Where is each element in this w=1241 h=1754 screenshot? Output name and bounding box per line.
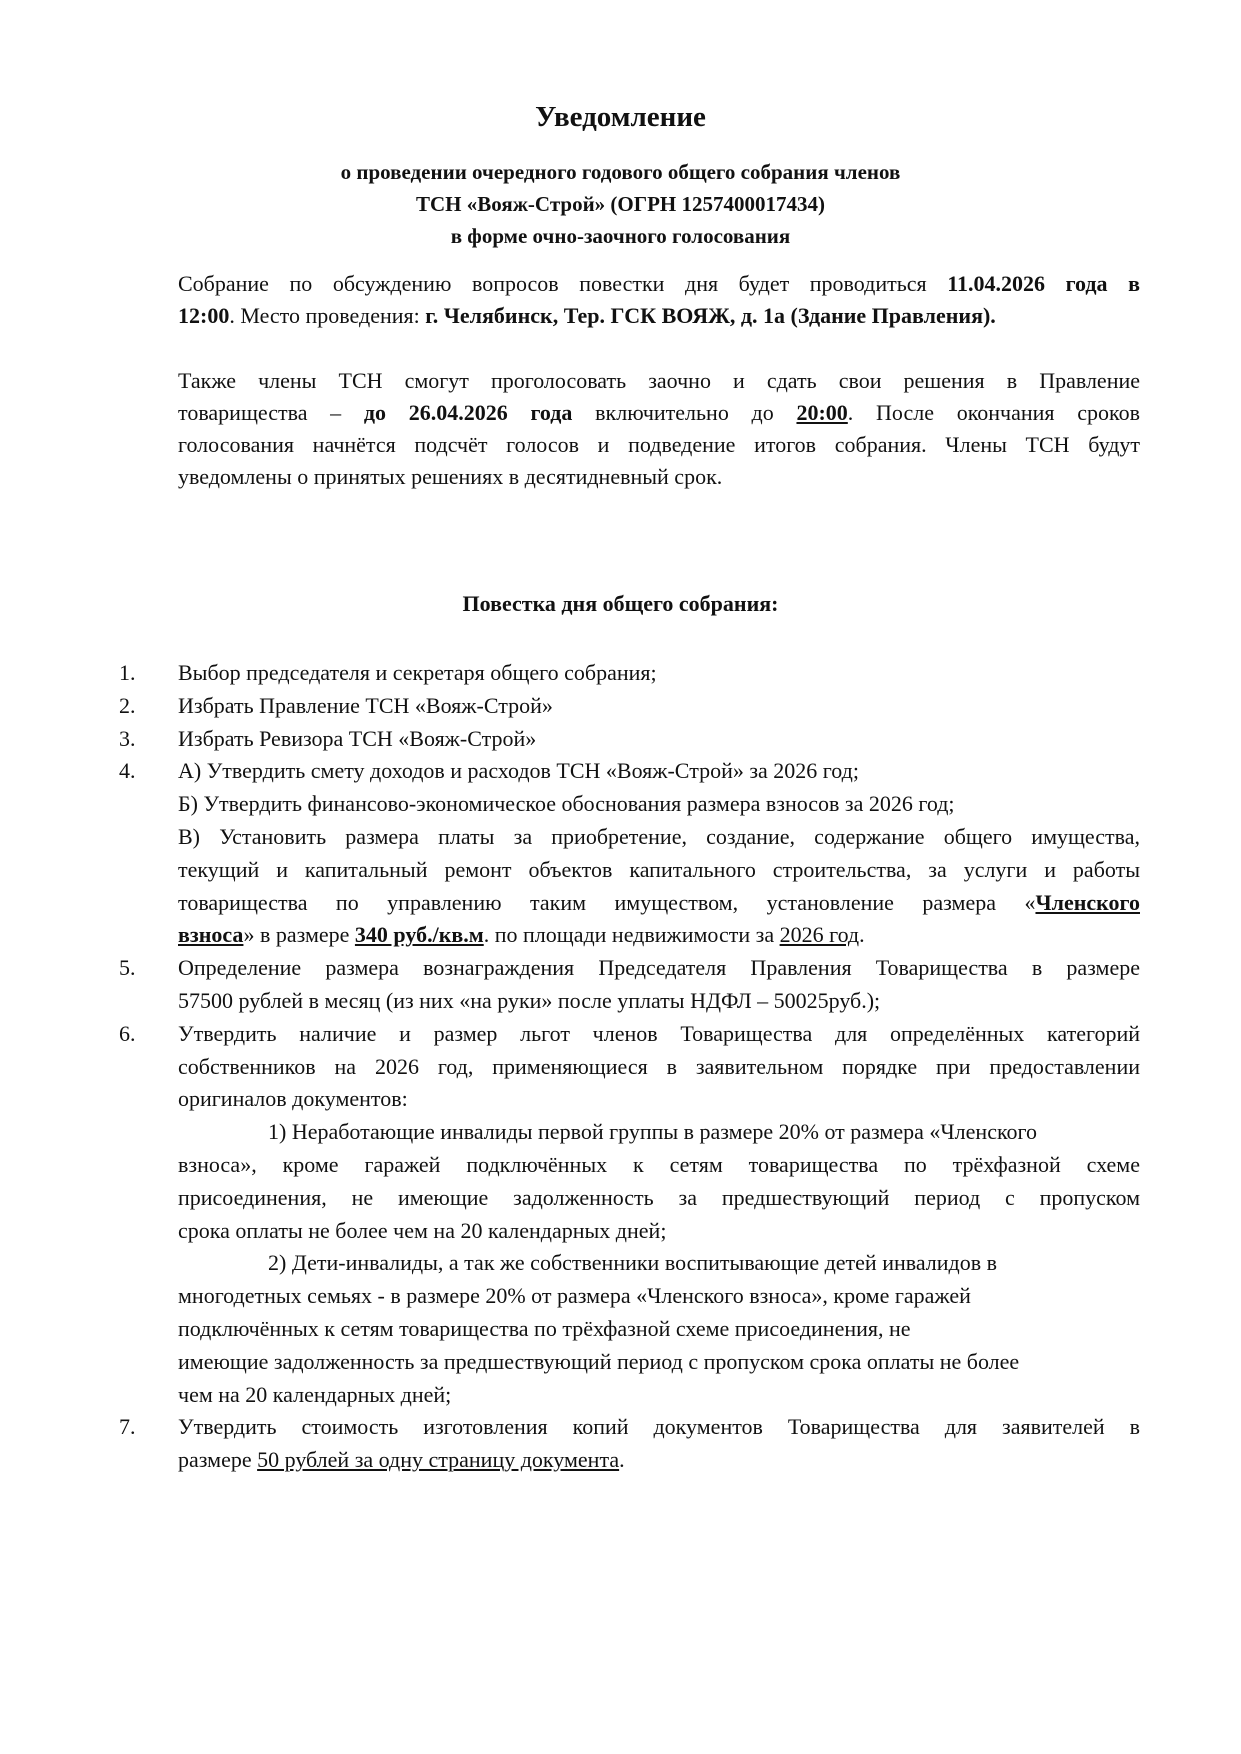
voting-deadline-time: 20:00 xyxy=(796,400,848,425)
agenda-item-5 xyxy=(0,952,1241,985)
agenda-item-number: 7. xyxy=(119,1414,136,1440)
subtitle-line-3: в форме очно-заочного голосования xyxy=(450,224,791,248)
agenda-item-7-line xyxy=(0,1444,1241,1477)
voting-paragraph-line-2 xyxy=(178,397,1140,429)
agenda-list xyxy=(0,657,1241,1477)
voting-text-a: товарищества – xyxy=(178,400,364,425)
agenda-item-text: 57500 рублей в месяц (из них «на руки» после уплаты НДФЛ – 50025руб.); xyxy=(178,987,881,1013)
subtitle-line-2: ТСН «Вояж-Строй» (ОГРН 1257400017434) xyxy=(415,192,826,216)
copy-cost-text-b: . xyxy=(619,1447,625,1473)
agenda-item-text: текущий и капитальный ремонт объектов капитального строительства, за услуги и работы xyxy=(178,856,1140,882)
agenda-item-6 xyxy=(0,1018,1241,1051)
agenda-item-2 xyxy=(0,690,1241,723)
agenda-item-text: собственников на 2026 год, применяющиеся в заявительном порядке при предоставлении xyxy=(178,1053,1140,1079)
document-subtitle xyxy=(0,156,1241,252)
agenda-item-text: Утвердить наличие и размер льгот членов Товарищества для определённых категорий xyxy=(178,1020,1140,1046)
fee-text-d: . xyxy=(859,922,865,948)
agenda-item-4-line xyxy=(0,887,1241,920)
agenda-item-5-line xyxy=(0,985,1241,1018)
agenda-title: Повестка дня общего собрания: xyxy=(462,591,779,616)
benefit-text: многодетных семьях - в размере 20% от размера «Членского взноса», кроме гаражей xyxy=(178,1283,971,1309)
voting-paragraph-line-1: Также члены ТСН смогут проголосовать заочно и сдать свои решения в Правление xyxy=(178,368,1140,393)
benefit-text: 1) Неработающие инвалиды первой группы в размере 20% от размера «Членского xyxy=(268,1119,1038,1145)
benefit-text: имеющие задолженность за предшествующий период с пропуском срока оплаты не более xyxy=(178,1348,1020,1374)
voting-paragraph-line-3: голосования начнётся подсчёт голосов и подведение итогов собрания. Члены ТСН будут xyxy=(178,432,1140,457)
fee-text-b: » в размере xyxy=(243,922,355,948)
subtitle-line-1: о проведении очередного годового общего собрания членов xyxy=(340,160,901,184)
benefit-1-line xyxy=(0,1182,1241,1215)
fee-term: Членского xyxy=(1035,889,1140,915)
meeting-place: г. Челябинск, Тер. ГСК ВОЯЖ, д. 1а (Здание Правления). xyxy=(425,303,996,328)
agenda-item-text: Избрать Правление ТСН «Вояж-Строй» xyxy=(178,692,553,718)
voting-paragraph-line-4: уведомлены о принятых решениях в десятидневный срок. xyxy=(178,464,723,489)
agenda-item-number: 2. xyxy=(119,692,136,718)
agenda-item-text: В) Установить размера платы за приобретение, создание, содержание общего имущества, xyxy=(178,823,1140,849)
agenda-item-number: 4. xyxy=(119,758,136,784)
copy-cost-text-a: размере xyxy=(178,1447,258,1473)
agenda-item-4-line xyxy=(0,788,1241,821)
agenda-item-4-line xyxy=(0,854,1241,887)
benefit-text: 2) Дети-инвалиды, а так же собственники воспитывающие детей инвалидов в xyxy=(268,1250,998,1276)
voting-text-b: включительно до xyxy=(572,400,797,425)
agenda-item-3 xyxy=(0,723,1241,756)
agenda-item-text xyxy=(178,887,1140,920)
agenda-item-4-line xyxy=(0,919,1241,952)
fee-text-a: товарищества по управлению таким имуществом, установление размера « xyxy=(178,889,1036,915)
benefit-1-line xyxy=(0,1149,1241,1182)
benefit-text: срока оплаты не более чем на 20 календарных дней; xyxy=(178,1217,667,1243)
agenda-item-text: Выбор председателя и секретаря общего собрания; xyxy=(178,660,657,685)
fee-amount: 340 руб./кв.м xyxy=(354,922,484,948)
agenda-item-number: 6. xyxy=(119,1020,136,1046)
agenda-item-4 xyxy=(0,755,1241,788)
agenda-item-text: Утвердить стоимость изготовления копий документов Товарищества для заявителей в xyxy=(178,1414,1140,1440)
fee-text-c: . по площади недвижимости за xyxy=(483,922,780,948)
benefit-text: подключённых к сетям товарищества по трёхфазной схеме присоединения, не xyxy=(178,1315,911,1341)
benefit-2-line xyxy=(0,1280,1241,1313)
meeting-paragraph-line-1 xyxy=(178,268,1140,300)
benefit-2-line xyxy=(0,1346,1241,1379)
voting-text-c: . После окончания сроков xyxy=(847,400,1140,425)
meeting-date: 11.04.2026 года в xyxy=(947,271,1141,296)
benefit-1 xyxy=(0,1116,1241,1149)
benefit-1-line xyxy=(0,1215,1241,1248)
agenda-item-1 xyxy=(0,657,1241,690)
meeting-intro-text: Собрание по обсуждению вопросов повестки дня будет проводиться xyxy=(178,271,948,296)
benefit-2-line xyxy=(0,1379,1241,1412)
benefit-2 xyxy=(0,1247,1241,1280)
meeting-time: 12:00 xyxy=(178,303,230,328)
agenda-item-7 xyxy=(0,1411,1241,1444)
fee-term-end: взноса xyxy=(178,922,244,948)
benefit-text: взноса», кроме гаражей подключённых к сетям товарищества по трёхфазной схеме xyxy=(178,1151,1140,1177)
document-title: Уведомление xyxy=(535,101,706,133)
meeting-paragraph xyxy=(178,268,1140,332)
agenda-item-number: 5. xyxy=(119,955,136,981)
agenda-item-number: 3. xyxy=(119,725,136,751)
agenda-item-text: Определение размера вознаграждения Председателя Правления Товарищества в размере xyxy=(178,955,1140,981)
benefit-2-line xyxy=(0,1313,1241,1346)
meeting-place-label: . Место проведения: xyxy=(229,303,426,328)
copy-cost-amount: 50 рублей за одну страницу документа xyxy=(257,1447,620,1473)
voting-deadline-date: до 26.04.2026 года xyxy=(363,400,573,425)
agenda-item-text xyxy=(178,1444,1140,1477)
voting-paragraph xyxy=(178,365,1140,493)
agenda-item-number: 1. xyxy=(119,660,136,685)
meeting-paragraph-line-2 xyxy=(178,300,1140,332)
fee-year: 2026 год xyxy=(779,922,860,948)
benefit-text: чем на 20 календарных дней; xyxy=(178,1381,452,1407)
agenda-item-6-line xyxy=(0,1051,1241,1084)
agenda-item-text: оригиналов документов: xyxy=(178,1086,408,1112)
agenda-item-text: Избрать Ревизора ТСН «Вояж-Строй» xyxy=(178,725,537,751)
benefit-text: присоединения, не имеющие задолженность за предшествующий период с пропуском xyxy=(178,1184,1140,1210)
agenda-item-text: Б) Утвердить финансово-экономическое обоснования размера взносов за 2026 год; xyxy=(178,791,955,817)
agenda-item-6-line xyxy=(0,1083,1241,1116)
agenda-item-4-line xyxy=(0,821,1241,854)
agenda-item-text xyxy=(178,919,1140,952)
agenda-item-text: А) Утвердить смету доходов и расходов ТСН «Вояж-Строй» за 2026 год; xyxy=(178,758,859,784)
